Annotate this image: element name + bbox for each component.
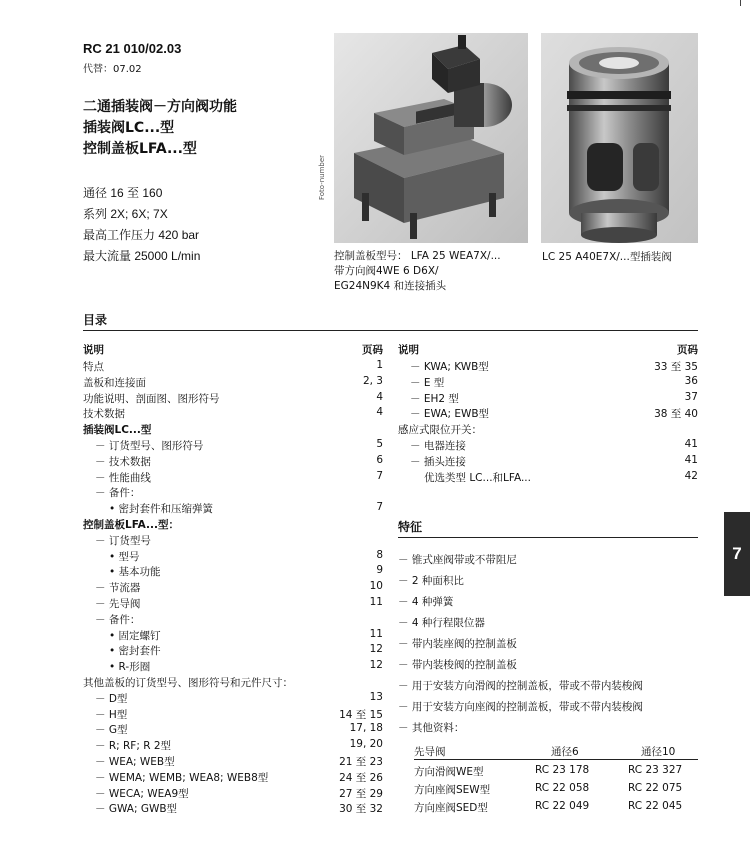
- toc-entry[interactable]: － D型: [95, 692, 128, 705]
- toc-page-number: 17, 18: [349, 722, 383, 735]
- pilot-header-ng10: 通径10: [641, 746, 676, 758]
- pilot-row-ng6: RC 23 178: [535, 764, 590, 776]
- caption-line: 控制盖板型号： LFA 25 WEA7X/...: [334, 250, 501, 262]
- toc-entry[interactable]: － 性能曲线: [95, 471, 151, 484]
- toc-page-number: 13: [369, 690, 383, 703]
- spec-item: 最高工作压力 420 bar: [83, 228, 200, 242]
- pilot-row-ng10: RC 22 045: [628, 800, 683, 812]
- caption-line: EG24N9K4 和连接插头: [334, 280, 447, 292]
- control-cover-caption: [334, 249, 534, 294]
- toc-entry[interactable]: － G型: [95, 724, 128, 737]
- toc-entry[interactable]: － 节流器: [95, 582, 141, 595]
- toc-page-number: 11: [369, 627, 383, 640]
- toc-entry[interactable]: － KWA; KWB型: [410, 361, 489, 373]
- feature-item: － 用于安装方向滑阀的控制盖板，带或不带内装梭阀: [398, 680, 643, 692]
- toc-entry[interactable]: 盖板和连接面: [83, 376, 146, 389]
- toc-page-number: 41: [684, 453, 698, 466]
- pilot-row-valve: 方向座阀SED型: [414, 802, 488, 814]
- toc-page-number: 2, 3: [362, 374, 383, 387]
- toc-entry[interactable]: 控制盖板LFA...型：: [83, 519, 179, 531]
- toc-entry[interactable]: － WEMA; WEMB; WEA8; WEB8型: [95, 771, 269, 784]
- feature-item: － 带内装梭阀的控制盖板: [398, 659, 517, 671]
- toc-page-number: 41: [684, 438, 698, 450]
- spec-item: 通径 16 至 160: [83, 186, 163, 200]
- toc-entry[interactable]: － 电器连接: [410, 440, 466, 452]
- feature-item: － 用于安装方向座阀的控制盖板，带或不带内装梭阀: [398, 701, 643, 713]
- toc-page-number: 38 至 40: [654, 408, 698, 421]
- cartridge-valve-illustration: [541, 33, 698, 243]
- foto-number-label: Foto-number: [318, 154, 326, 200]
- caption-line: 带方向阀4WE 6 D6X/: [334, 265, 439, 277]
- toc-entry[interactable]: 功能说明、剖面图、图形符号: [83, 392, 220, 405]
- title-line: 插装阀LC...型: [83, 120, 175, 136]
- toc-entry[interactable]: • 基本功能: [109, 566, 161, 579]
- replaces-note: 代替：07.02: [83, 64, 142, 75]
- spec-list: [83, 183, 200, 267]
- toc-entry[interactable]: － 先导阀: [95, 598, 141, 610]
- toc-left-column: [83, 342, 383, 822]
- document-code: RC 21 010/02.03: [83, 41, 182, 56]
- feature-item: － 4 种弹簧: [398, 596, 454, 608]
- page-corner-mark: [740, 0, 741, 6]
- toc-entry[interactable]: － 插头连接: [410, 455, 466, 468]
- toc-title: 目录: [83, 313, 108, 327]
- toc-entry[interactable]: － 订货型号、图形符号: [95, 440, 204, 452]
- pilot-row-ng6: RC 22 058: [535, 782, 590, 794]
- toc-entry[interactable]: • 型号: [109, 550, 140, 563]
- toc-page-number: 9: [376, 564, 383, 577]
- toc-header-page: 页码: [677, 344, 698, 356]
- control-cover-illustration: [334, 33, 528, 243]
- toc-page-number: 37: [684, 390, 698, 403]
- feature-item: － 锥式座阀带或不带阻尼: [398, 554, 517, 566]
- toc-page-number: 5: [376, 438, 383, 450]
- toc-entry[interactable]: 技术数据: [83, 408, 125, 421]
- spec-item: 系列 2X; 6X; 7X: [83, 207, 168, 221]
- toc-entry[interactable]: － 订货型号: [95, 534, 151, 547]
- toc-entry[interactable]: 插装阀LC...型: [83, 424, 152, 437]
- toc-entry[interactable]: － WEA; WEB型: [95, 756, 175, 768]
- toc-entry[interactable]: • R-形圈: [109, 661, 151, 674]
- toc-page-number: 27 至 29: [339, 787, 383, 800]
- features-list: [398, 552, 698, 742]
- toc-entry[interactable]: 其他盖板的订货型号、图形符号和元件尺寸：: [83, 677, 293, 689]
- pilot-row-valve: 方向滑阀WE型: [414, 766, 484, 778]
- toc-page-number: 14 至 15: [339, 708, 383, 721]
- toc-page-number: 12: [369, 659, 383, 672]
- toc-page-number: 1: [376, 359, 383, 371]
- toc-header-label: 说明: [398, 344, 419, 356]
- toc-entry[interactable]: － EWA; EWB型: [410, 408, 490, 421]
- toc-page-number: 11: [369, 596, 383, 608]
- pilot-header-ng6: 通径6: [551, 746, 579, 758]
- toc-entry[interactable]: － H型: [95, 708, 128, 721]
- toc-page-number: 42: [684, 469, 698, 482]
- toc-entry[interactable]: • 密封套件: [109, 645, 161, 658]
- toc-page-number: 7: [376, 501, 383, 514]
- toc-entry[interactable]: － E 型: [410, 376, 445, 389]
- pilot-row-valve: 方向座阀SEW型: [414, 784, 491, 796]
- toc-entry[interactable]: － EH2 型: [410, 392, 459, 405]
- toc-page-number: 19, 20: [349, 738, 383, 751]
- pilot-row-ng10: RC 23 327: [628, 764, 683, 776]
- toc-entry[interactable]: 特点: [83, 361, 104, 373]
- toc-entry[interactable]: • 密封套件和压缩弹簧: [109, 503, 214, 516]
- toc-entry[interactable]: － 技术数据: [95, 455, 151, 468]
- toc-entry[interactable]: － R; RF; R 2型: [95, 740, 172, 753]
- toc-right-column: [398, 342, 698, 502]
- toc-header-label: 说明: [83, 344, 104, 356]
- control-cover-photo: [334, 33, 528, 243]
- pilot-row-ng6: RC 22 049: [535, 800, 590, 812]
- feature-item: － 2 种面积比: [398, 575, 464, 587]
- pilot-row-ng10: RC 22 075: [628, 782, 683, 794]
- toc-page-number: 30 至 32: [339, 803, 383, 816]
- toc-entry[interactable]: － GWA; GWB型: [95, 803, 178, 816]
- toc-page-number: 7: [376, 469, 383, 482]
- toc-page-number: 33 至 35: [654, 361, 698, 373]
- toc-page-number: 8: [376, 548, 383, 561]
- pilot-valve-table: [398, 744, 698, 824]
- title-line: 控制盖板LFA...型: [83, 141, 197, 157]
- toc-entry[interactable]: － WECA; WEA9型: [95, 787, 189, 800]
- feature-item: － 其他资料：: [398, 722, 465, 734]
- toc-page-number: 24 至 26: [339, 771, 383, 784]
- toc-entry[interactable]: － 备件：: [95, 487, 141, 500]
- document-titles: [83, 97, 237, 160]
- pilot-header-valve: 先导阀: [414, 746, 446, 758]
- toc-page-number: 12: [369, 643, 383, 656]
- title-line: 二通插装阀－方向阀功能: [83, 99, 237, 115]
- spec-item: 最大流量 25000 L/min: [83, 249, 201, 263]
- toc-page-number: 10: [369, 580, 383, 593]
- toc-page-number: 6: [376, 453, 383, 466]
- toc-entry[interactable]: • 固定螺钉: [109, 629, 161, 642]
- feature-item: － 4 种行程限位器: [398, 617, 485, 629]
- cartridge-valve-photo: [541, 33, 698, 243]
- cartridge-valve-caption: LC 25 A40E7X/...型插装阀: [542, 251, 672, 263]
- features-title: 特征: [398, 520, 423, 534]
- toc-entry[interactable]: － 备件：: [95, 613, 141, 626]
- toc-entry[interactable]: 优选类型 LC...和LFA...: [424, 471, 531, 484]
- chapter-tab[interactable]: 7: [724, 512, 750, 596]
- toc-page-number: 4: [376, 390, 383, 403]
- toc-page-number: 21 至 23: [339, 756, 383, 768]
- toc-divider: [83, 330, 698, 331]
- toc-entry[interactable]: 感应式限位开关：: [398, 424, 482, 437]
- features-divider: [398, 537, 698, 538]
- toc-header-page: 页码: [362, 344, 383, 356]
- toc-page-number: 36: [684, 374, 698, 387]
- pilot-table-rule: [414, 759, 698, 760]
- toc-page-number: 4: [376, 406, 383, 419]
- feature-item: － 带内装座阀的控制盖板: [398, 638, 517, 650]
